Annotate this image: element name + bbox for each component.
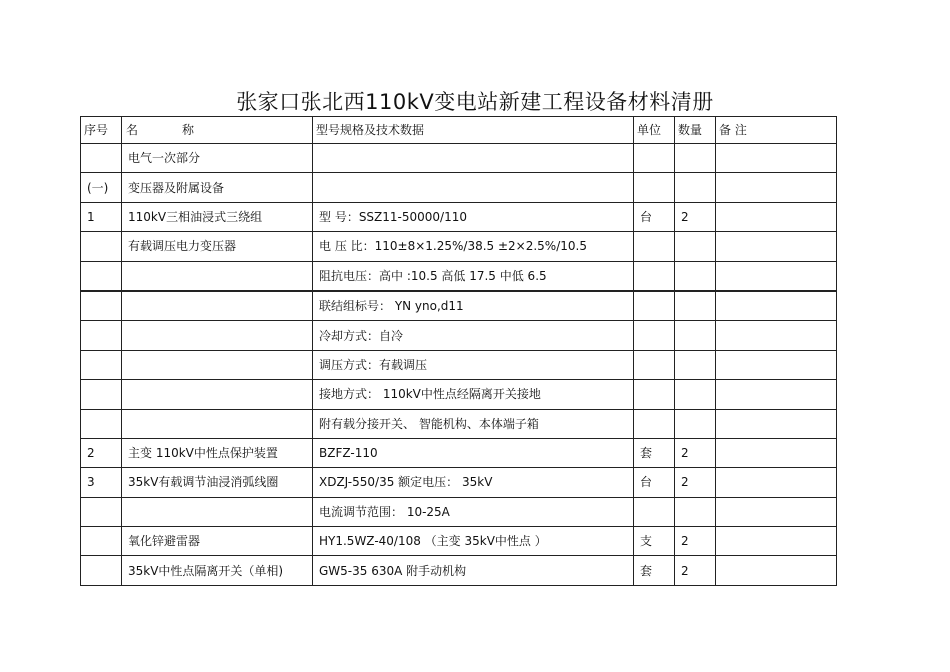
cell-name: 110kV三相油浸式三绕组: [122, 202, 313, 231]
header-note: 备 注: [716, 117, 837, 144]
document-title: 张家口张北西110kV变电站新建工程设备材料清册: [236, 90, 714, 114]
cell-quantity: [675, 232, 716, 261]
table-row: [81, 409, 837, 438]
cell-name: 氧化锌避雷器: [122, 527, 313, 556]
cell-index: 2: [81, 438, 122, 467]
cell-unit: [634, 321, 675, 350]
cell-spec: 冷却方式：自冷: [313, 321, 634, 350]
cell-note: [716, 556, 837, 585]
cell-quantity: 2: [675, 438, 716, 467]
cell-name: 35kV中性点隔离开关（单相): [122, 556, 313, 585]
cell-unit: [634, 261, 675, 291]
cell-name: [122, 291, 313, 321]
cell-note: [716, 409, 837, 438]
cell-name: 35kV有载调节油浸消弧线圈: [122, 468, 313, 497]
table-row: [81, 380, 837, 409]
cell-unit: [634, 144, 675, 173]
header-quantity: 数量: [675, 117, 716, 144]
cell-note: [716, 202, 837, 231]
cell-spec: 型 号：SSZ11-50000/110: [313, 202, 634, 231]
table-row: [81, 497, 837, 526]
cell-index: 1: [81, 202, 122, 231]
cell-spec: GW5-35 630A 附手动机构: [313, 556, 634, 585]
cell-spec: 联结组标号： YN yno,d11: [313, 291, 634, 321]
cell-index: [81, 144, 122, 173]
cell-unit: 台: [634, 468, 675, 497]
cell-quantity: 2: [675, 468, 716, 497]
cell-index: [81, 321, 122, 350]
cell-index: 3: [81, 468, 122, 497]
cell-name: 主变 110kV中性点保护装置: [122, 438, 313, 467]
cell-unit: [634, 232, 675, 261]
cell-quantity: [675, 380, 716, 409]
cell-index: [81, 350, 122, 379]
cell-note: [716, 321, 837, 350]
cell-quantity: [675, 173, 716, 202]
cell-note: [716, 261, 837, 291]
cell-index: [81, 261, 122, 291]
table-row: [81, 556, 837, 585]
table-row: [81, 291, 837, 321]
cell-name: 电气一次部分: [122, 144, 313, 173]
cell-index: [81, 527, 122, 556]
cell-index: [81, 497, 122, 526]
cell-note: [716, 438, 837, 467]
cell-note: [716, 527, 837, 556]
cell-note: [716, 144, 837, 173]
cell-spec: HY1.5WZ-40/108 （主变 35kV中性点 ）: [313, 527, 634, 556]
cell-quantity: [675, 409, 716, 438]
cell-quantity: [675, 497, 716, 526]
cell-name: [122, 497, 313, 526]
cell-note: [716, 232, 837, 261]
cell-note: [716, 468, 837, 497]
cell-quantity: 2: [675, 202, 716, 231]
header-unit: 单位: [634, 117, 675, 144]
cell-spec: XDZJ-550/35 额定电压： 35kV: [313, 468, 634, 497]
cell-unit: [634, 380, 675, 409]
cell-name: [122, 350, 313, 379]
cell-index: [81, 380, 122, 409]
cell-index: [81, 291, 122, 321]
table-row: [81, 438, 837, 467]
table-row: [81, 527, 837, 556]
cell-unit: 支: [634, 527, 675, 556]
header-name-part-2: 称: [182, 123, 195, 137]
cell-spec: 附有载分接开关、 智能机构、本体端子箱: [313, 409, 634, 438]
cell-name: [122, 261, 313, 291]
header-name-part-1: 名: [126, 123, 139, 137]
cell-note: [716, 350, 837, 379]
cell-index: [81, 556, 122, 585]
cell-note: [716, 173, 837, 202]
cell-name: [122, 321, 313, 350]
cell-spec: [313, 144, 634, 173]
table-row: [81, 321, 837, 350]
cell-spec: 电 压 比：110±8×1.25%/38.5 ±2×2.5%/10.5: [313, 232, 634, 261]
cell-index: (一): [81, 173, 122, 202]
table-row: [81, 261, 837, 291]
cell-index: [81, 409, 122, 438]
cell-name: [122, 380, 313, 409]
cell-unit: 台: [634, 202, 675, 231]
cell-spec: BZFZ-110: [313, 438, 634, 467]
cell-spec: 接地方式： 110kV中性点经隔离开关接地: [313, 380, 634, 409]
cell-quantity: [675, 261, 716, 291]
cell-note: [716, 497, 837, 526]
cell-name: [122, 409, 313, 438]
cell-unit: [634, 350, 675, 379]
cell-name: 有载调压电力变压器: [122, 232, 313, 261]
cell-spec: [313, 173, 634, 202]
cell-quantity: [675, 144, 716, 173]
cell-quantity: [675, 350, 716, 379]
cell-quantity: [675, 321, 716, 350]
header-spec: 型号规格及技术数据: [313, 117, 634, 144]
cell-note: [716, 291, 837, 321]
cell-spec: 调压方式：有载调压: [313, 350, 634, 379]
cell-unit: 套: [634, 556, 675, 585]
cell-quantity: 2: [675, 527, 716, 556]
cell-spec: 阻抗电压：高中 :10.5 高低 17.5 中低 6.5: [313, 261, 634, 291]
cell-note: [716, 380, 837, 409]
cell-unit: [634, 409, 675, 438]
materials-table: [80, 116, 837, 586]
header-index: 序号: [81, 117, 122, 144]
table-row: [81, 202, 837, 231]
table-row: [81, 144, 837, 173]
cell-unit: [634, 291, 675, 321]
table-row: [81, 468, 837, 497]
cell-name: 变压器及附属设备: [122, 173, 313, 202]
cell-unit: [634, 497, 675, 526]
cell-quantity: [675, 291, 716, 321]
table-row: [81, 173, 837, 202]
table-row: [81, 350, 837, 379]
table-header-row: [81, 117, 837, 144]
cell-quantity: 2: [675, 556, 716, 585]
header-name: [122, 117, 313, 144]
cell-spec: 电流调节范围： 10-25A: [313, 497, 634, 526]
table-row: [81, 232, 837, 261]
cell-unit: [634, 173, 675, 202]
cell-index: [81, 232, 122, 261]
cell-unit: 套: [634, 438, 675, 467]
